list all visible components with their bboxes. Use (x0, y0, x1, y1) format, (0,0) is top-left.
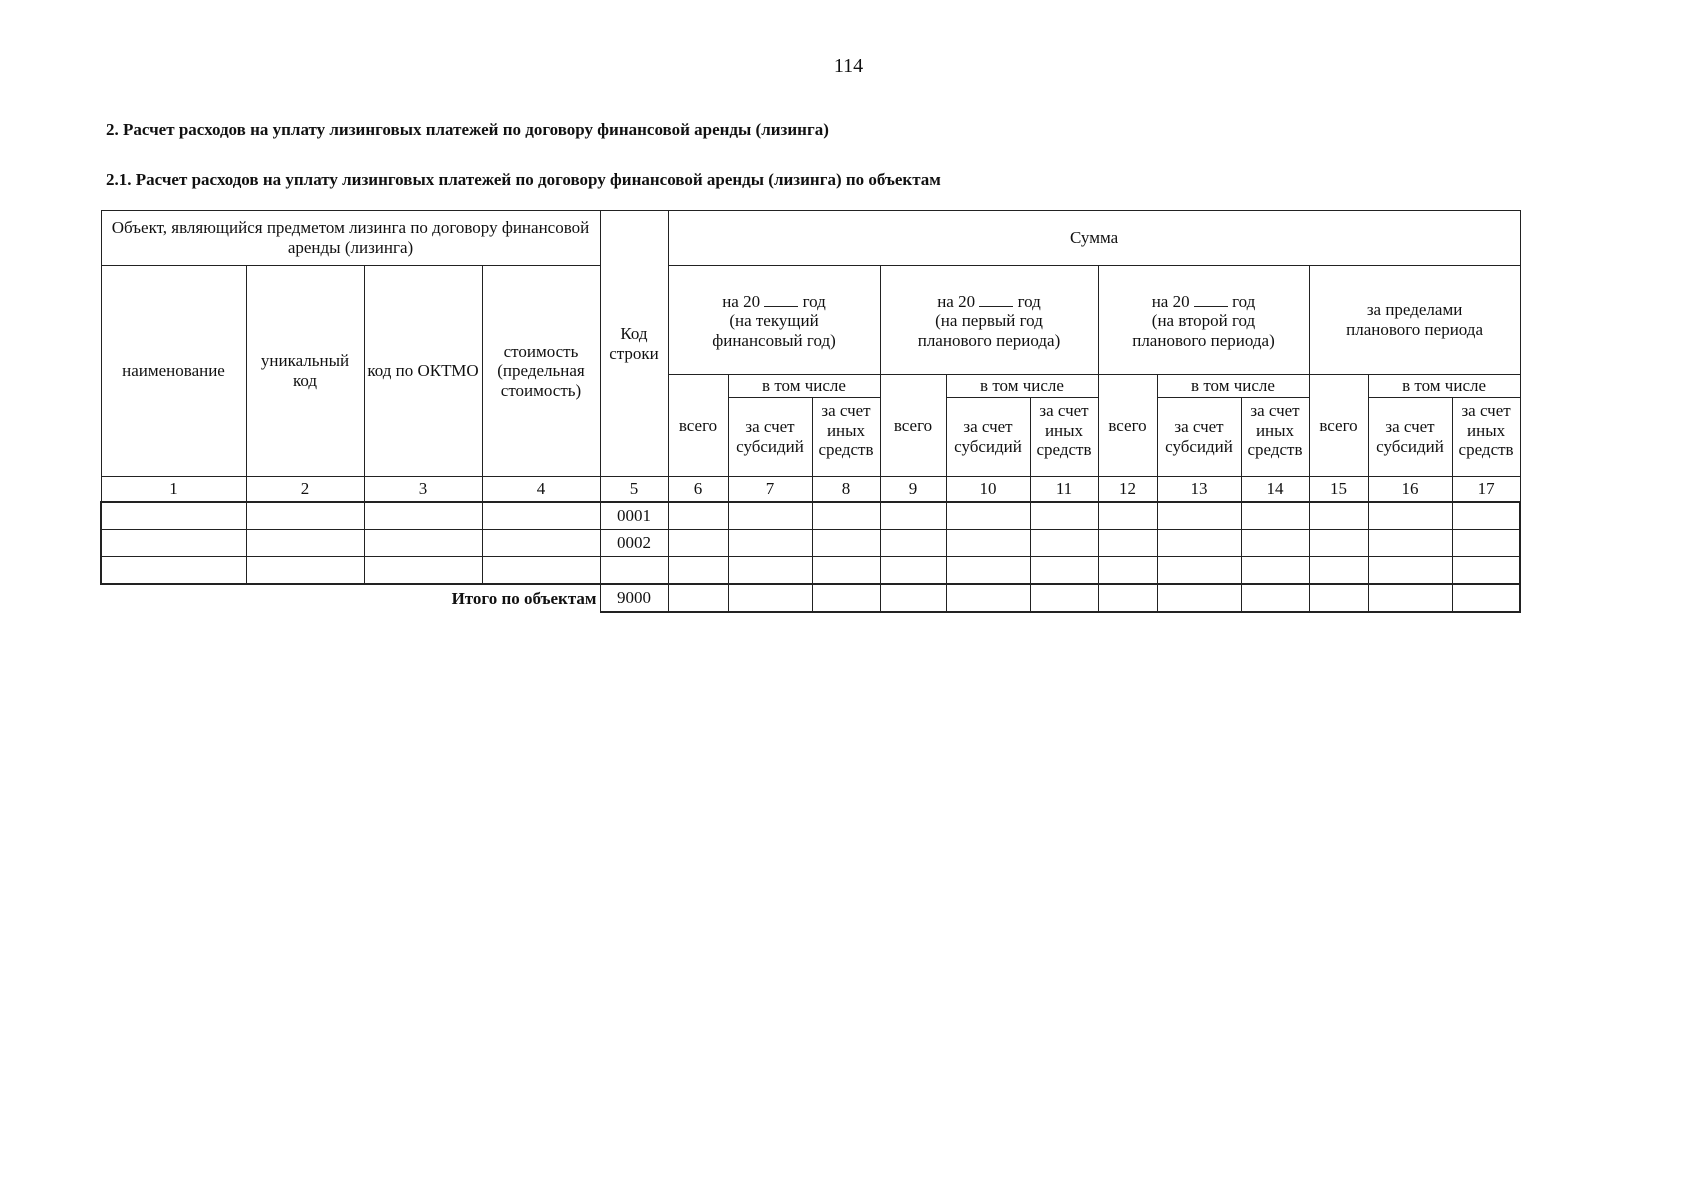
including-header: в том числе (1368, 375, 1520, 398)
input-cell[interactable] (880, 502, 946, 530)
oktmo-column-header: код по ОКТМО (364, 266, 482, 477)
input-cell[interactable] (880, 530, 946, 557)
period-header-second-plan: на 20 год (на второй год планового периода) (1098, 266, 1309, 375)
column-number: 4 (482, 477, 600, 503)
column-number: 8 (812, 477, 880, 503)
column-number: 10 (946, 477, 1030, 503)
input-cell[interactable] (1368, 530, 1452, 557)
input-cell[interactable] (1098, 502, 1157, 530)
table-row (101, 557, 1520, 585)
object-group-header: Объект, являющийся предметом лизинга по договору финансовой аренды (лизинга) (101, 211, 600, 266)
total-column-header: всего (880, 375, 946, 477)
table-row (101, 502, 1520, 530)
column-number: 17 (1452, 477, 1520, 503)
other-funds-column-header: за счет иных средств (1452, 398, 1520, 477)
including-header: в том числе (1157, 375, 1309, 398)
input-cell[interactable] (246, 557, 364, 585)
input-cell[interactable] (728, 530, 812, 557)
input-cell[interactable] (946, 502, 1030, 530)
input-cell[interactable] (101, 502, 246, 530)
period-header-beyond-plan: за пределами планового периода (1309, 266, 1520, 375)
total-column-header: всего (1309, 375, 1368, 477)
column-number: 15 (1309, 477, 1368, 503)
other-funds-column-header: за счет иных средств (1030, 398, 1098, 477)
other-funds-column-header: за счет иных средств (812, 398, 880, 477)
input-cell[interactable] (101, 530, 246, 557)
period-header-first-plan: на 20 год (на первый год планового периода) (880, 266, 1098, 375)
input-cell[interactable] (946, 530, 1030, 557)
total-row (101, 584, 1520, 612)
table-row (101, 530, 1520, 557)
input-cell[interactable] (1241, 502, 1309, 530)
column-number: 14 (1241, 477, 1309, 503)
input-cell[interactable] (1157, 530, 1241, 557)
input-cell[interactable] (1030, 502, 1098, 530)
column-number: 5 (600, 477, 668, 503)
column-number: 13 (1157, 477, 1241, 503)
column-number: 16 (1368, 477, 1452, 503)
column-number: 2 (246, 477, 364, 503)
input-cell[interactable] (880, 584, 946, 612)
input-cell[interactable] (1452, 530, 1520, 557)
input-cell[interactable] (364, 530, 482, 557)
input-cell[interactable] (728, 502, 812, 530)
input-cell[interactable] (668, 502, 728, 530)
input-cell[interactable] (101, 557, 246, 585)
leasing-calculation-table (100, 210, 1521, 613)
input-cell[interactable] (668, 584, 728, 612)
input-cell[interactable] (880, 557, 946, 585)
input-cell[interactable] (1368, 557, 1452, 585)
input-cell[interactable] (1241, 557, 1309, 585)
input-cell[interactable] (728, 584, 812, 612)
input-cell[interactable] (1452, 584, 1520, 612)
column-number: 3 (364, 477, 482, 503)
input-cell[interactable] (812, 502, 880, 530)
subsidies-column-header: за счет субсидий (728, 398, 812, 477)
input-cell[interactable] (1098, 530, 1157, 557)
including-header: в том числе (946, 375, 1098, 398)
subsidies-column-header: за счет субсидий (1157, 398, 1241, 477)
input-cell[interactable] (812, 584, 880, 612)
including-header: в том числе (728, 375, 880, 398)
column-number-row (101, 477, 1520, 503)
input-cell[interactable] (812, 557, 880, 585)
input-cell[interactable] (1241, 530, 1309, 557)
input-cell[interactable] (1368, 502, 1452, 530)
period-header-current: на 20 год (на текущий финансовый год) (668, 266, 880, 375)
input-cell[interactable] (946, 557, 1030, 585)
column-number: 1 (101, 477, 246, 503)
input-cell[interactable] (1157, 502, 1241, 530)
row-code-cell: 0002 (600, 530, 668, 557)
input-cell[interactable] (1452, 557, 1520, 585)
total-column-header: всего (1098, 375, 1157, 477)
input-cell[interactable] (1098, 584, 1157, 612)
input-cell[interactable] (1452, 502, 1520, 530)
name-column-header: наименование (101, 266, 246, 477)
page-number: 114 (833, 55, 864, 77)
input-cell[interactable] (1098, 557, 1157, 585)
input-cell[interactable] (482, 557, 600, 585)
total-row-label: Итого по объектам (451, 588, 597, 608)
unique-code-column-header: уникальный код (246, 266, 364, 477)
sum-group-header: Сумма (668, 211, 1520, 266)
input-cell[interactable] (1309, 530, 1368, 557)
column-number: 7 (728, 477, 812, 503)
input-cell[interactable] (246, 502, 364, 530)
row-code-cell: 0001 (600, 502, 668, 530)
subsidies-column-header: за счет субсидий (946, 398, 1030, 477)
other-funds-column-header: за счет иных средств (1241, 398, 1309, 477)
input-cell[interactable] (1157, 557, 1241, 585)
input-cell[interactable] (1309, 584, 1368, 612)
input-cell[interactable] (246, 530, 364, 557)
input-cell[interactable] (482, 502, 600, 530)
input-cell[interactable] (1368, 584, 1452, 612)
input-cell[interactable] (1030, 584, 1098, 612)
input-cell[interactable] (1309, 557, 1368, 585)
input-cell[interactable] (482, 530, 600, 557)
column-number: 9 (880, 477, 946, 503)
input-cell[interactable] (668, 557, 728, 585)
section-heading: 2. Расчет расходов на уплату лизинговых платежей по договору финансовой аренды (лизинга) (106, 120, 829, 139)
subsidies-column-header: за счет субсидий (1368, 398, 1452, 477)
input-cell[interactable] (1309, 502, 1368, 530)
row-code-cell (600, 557, 668, 585)
input-cell[interactable] (812, 530, 880, 557)
input-cell[interactable] (728, 557, 812, 585)
total-row-code: 9000 (600, 584, 668, 612)
column-number: 6 (668, 477, 728, 503)
input-cell[interactable] (1241, 584, 1309, 612)
input-cell[interactable] (1157, 584, 1241, 612)
input-cell[interactable] (1030, 557, 1098, 585)
subsection-heading: 2.1. Расчет расходов на уплату лизинговых платежей по договору финансовой аренды (лизинга) по объектам (106, 170, 941, 189)
input-cell[interactable] (364, 557, 482, 585)
input-cell[interactable] (1030, 530, 1098, 557)
row-code-header: Код строки (600, 211, 668, 477)
input-cell[interactable] (946, 584, 1030, 612)
column-number: 12 (1098, 477, 1157, 503)
column-number: 11 (1030, 477, 1098, 503)
input-cell[interactable] (364, 502, 482, 530)
total-column-header: всего (668, 375, 728, 477)
cost-column-header: стоимость (предельная стоимость) (482, 266, 600, 477)
input-cell[interactable] (668, 530, 728, 557)
